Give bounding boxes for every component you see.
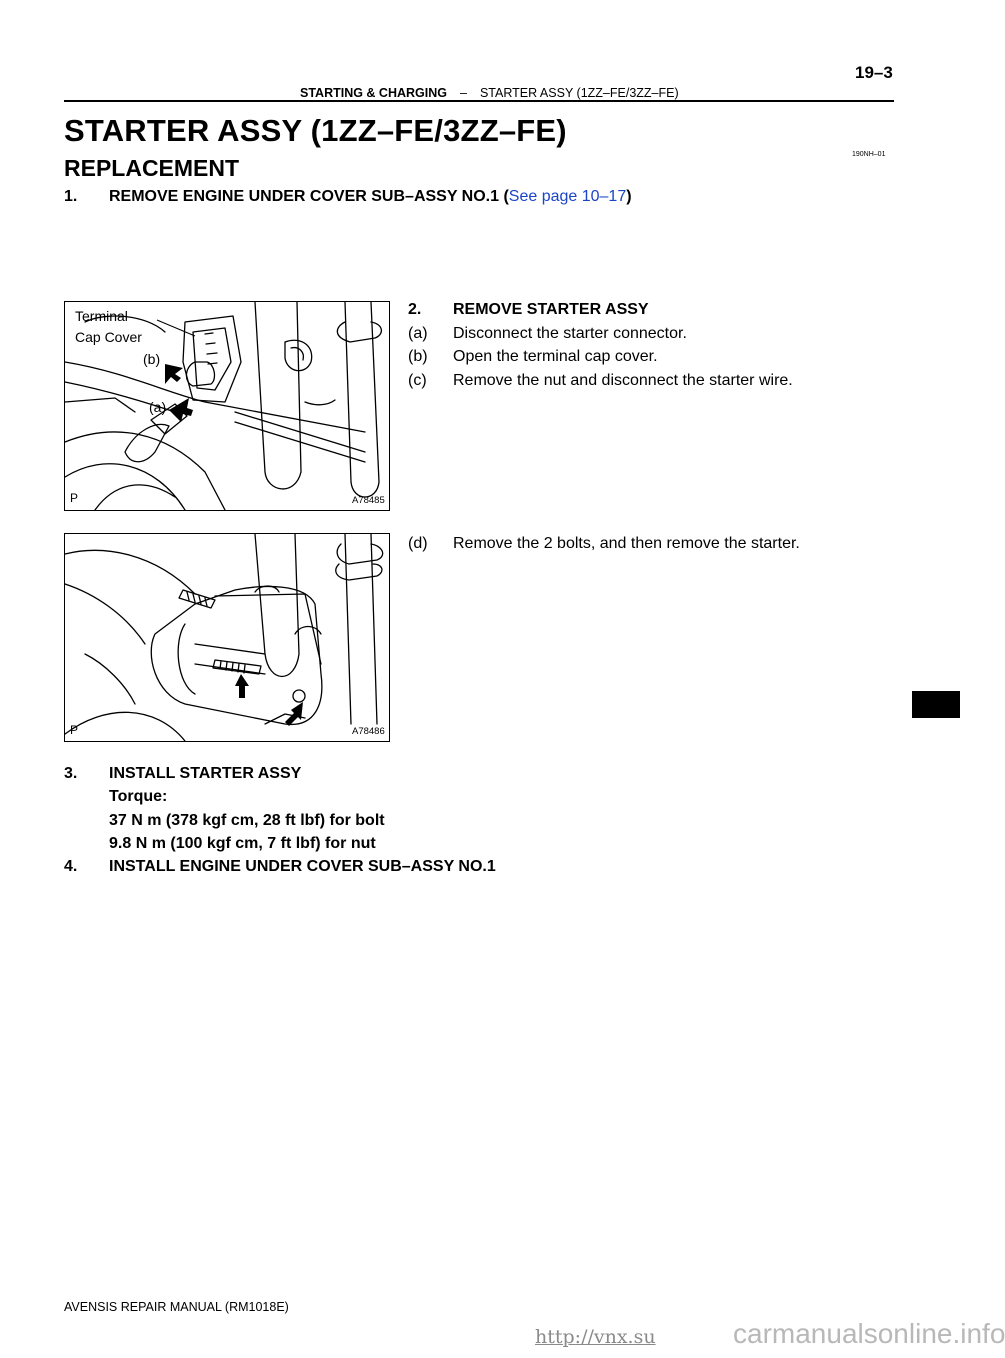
header-separator: – [460, 86, 467, 100]
footer: AVENSIS REPAIR MANUAL (RM1018E) [64, 1300, 289, 1314]
step-4-text: INSTALL ENGINE UNDER COVER SUB–ASSY NO.1 [109, 858, 496, 875]
substep-d-text: Remove the 2 bolts, and then remove the starter. [453, 535, 800, 552]
page-title: STARTER ASSY (1ZZ–FE/3ZZ–FE) [64, 113, 567, 148]
torque-nut-text: 9.8 N m (100 kgf cm, 7 ft lbf) for nut [109, 835, 376, 852]
step-2-text: REMOVE STARTER ASSY [453, 301, 649, 318]
header-section: STARTING & CHARGING [300, 86, 447, 100]
step-1 [64, 188, 632, 206]
document-id: 190NH–01 [852, 151, 886, 158]
label-terminal-cap-cover [75, 306, 142, 348]
watermark-text: carmanualsonline.info [733, 1318, 1005, 1349]
substep-c-text: Remove the nut and disconnect the starter wire. [453, 372, 793, 389]
watermark-link[interactable]: http://vnx.su [535, 1326, 656, 1348]
torque-nut [109, 835, 376, 853]
step-2 [408, 301, 649, 319]
substep-b-label: (b) [408, 348, 428, 365]
step-1-close: ) [626, 188, 632, 205]
running-header [300, 86, 679, 100]
torque-bolt [109, 812, 385, 830]
section-heading: REPLACEMENT [64, 155, 240, 181]
substep-b [408, 348, 658, 366]
step-3 [64, 765, 301, 783]
callout-b: (b) [143, 351, 161, 367]
step-1-text: REMOVE ENGINE UNDER COVER SUB–ASSY NO.1 ( [109, 188, 509, 205]
torque-bolt-text: 37 N m (378 kgf cm, 28 ft lbf) for bolt [109, 812, 385, 829]
step-4-number: 4. [64, 858, 78, 875]
step-4 [64, 858, 496, 876]
header-rule [64, 100, 894, 102]
step-2-number: 2. [408, 301, 422, 318]
substep-d [408, 535, 800, 553]
label-terminal: Terminal [75, 308, 128, 324]
substep-c-label: (c) [408, 372, 427, 389]
figure-id: A78486 [352, 726, 385, 737]
label-cap-cover: Cap Cover [75, 329, 142, 345]
header-subsection: STARTER ASSY (1ZZ–FE/3ZZ–FE) [479, 86, 679, 100]
substep-a [408, 325, 687, 343]
see-page-link[interactable]: See page 10–17 [508, 188, 627, 205]
substep-d-label: (d) [408, 535, 428, 552]
figure-a78486 [64, 533, 390, 742]
figure-prefix: P [70, 723, 79, 737]
torque-label-text: Torque: [109, 788, 168, 805]
section-tab-marker [912, 691, 960, 718]
step-1-number: 1. [64, 188, 78, 205]
page-number: 19–3 [855, 63, 893, 82]
callout-a: (a) [149, 399, 167, 415]
substep-a-text: Disconnect the starter connector. [453, 325, 687, 342]
figure-a78485 [64, 301, 390, 511]
step-3-text: INSTALL STARTER ASSY [109, 765, 302, 782]
step-3-number: 3. [64, 765, 78, 782]
substep-a-label: (a) [408, 325, 428, 342]
figure-prefix: P [70, 491, 79, 505]
substep-b-text: Open the terminal cap cover. [453, 348, 658, 365]
starter-removal-illustration [65, 534, 389, 741]
torque-label [109, 788, 167, 806]
figure-id: A78485 [352, 495, 385, 506]
substep-c [408, 372, 793, 390]
